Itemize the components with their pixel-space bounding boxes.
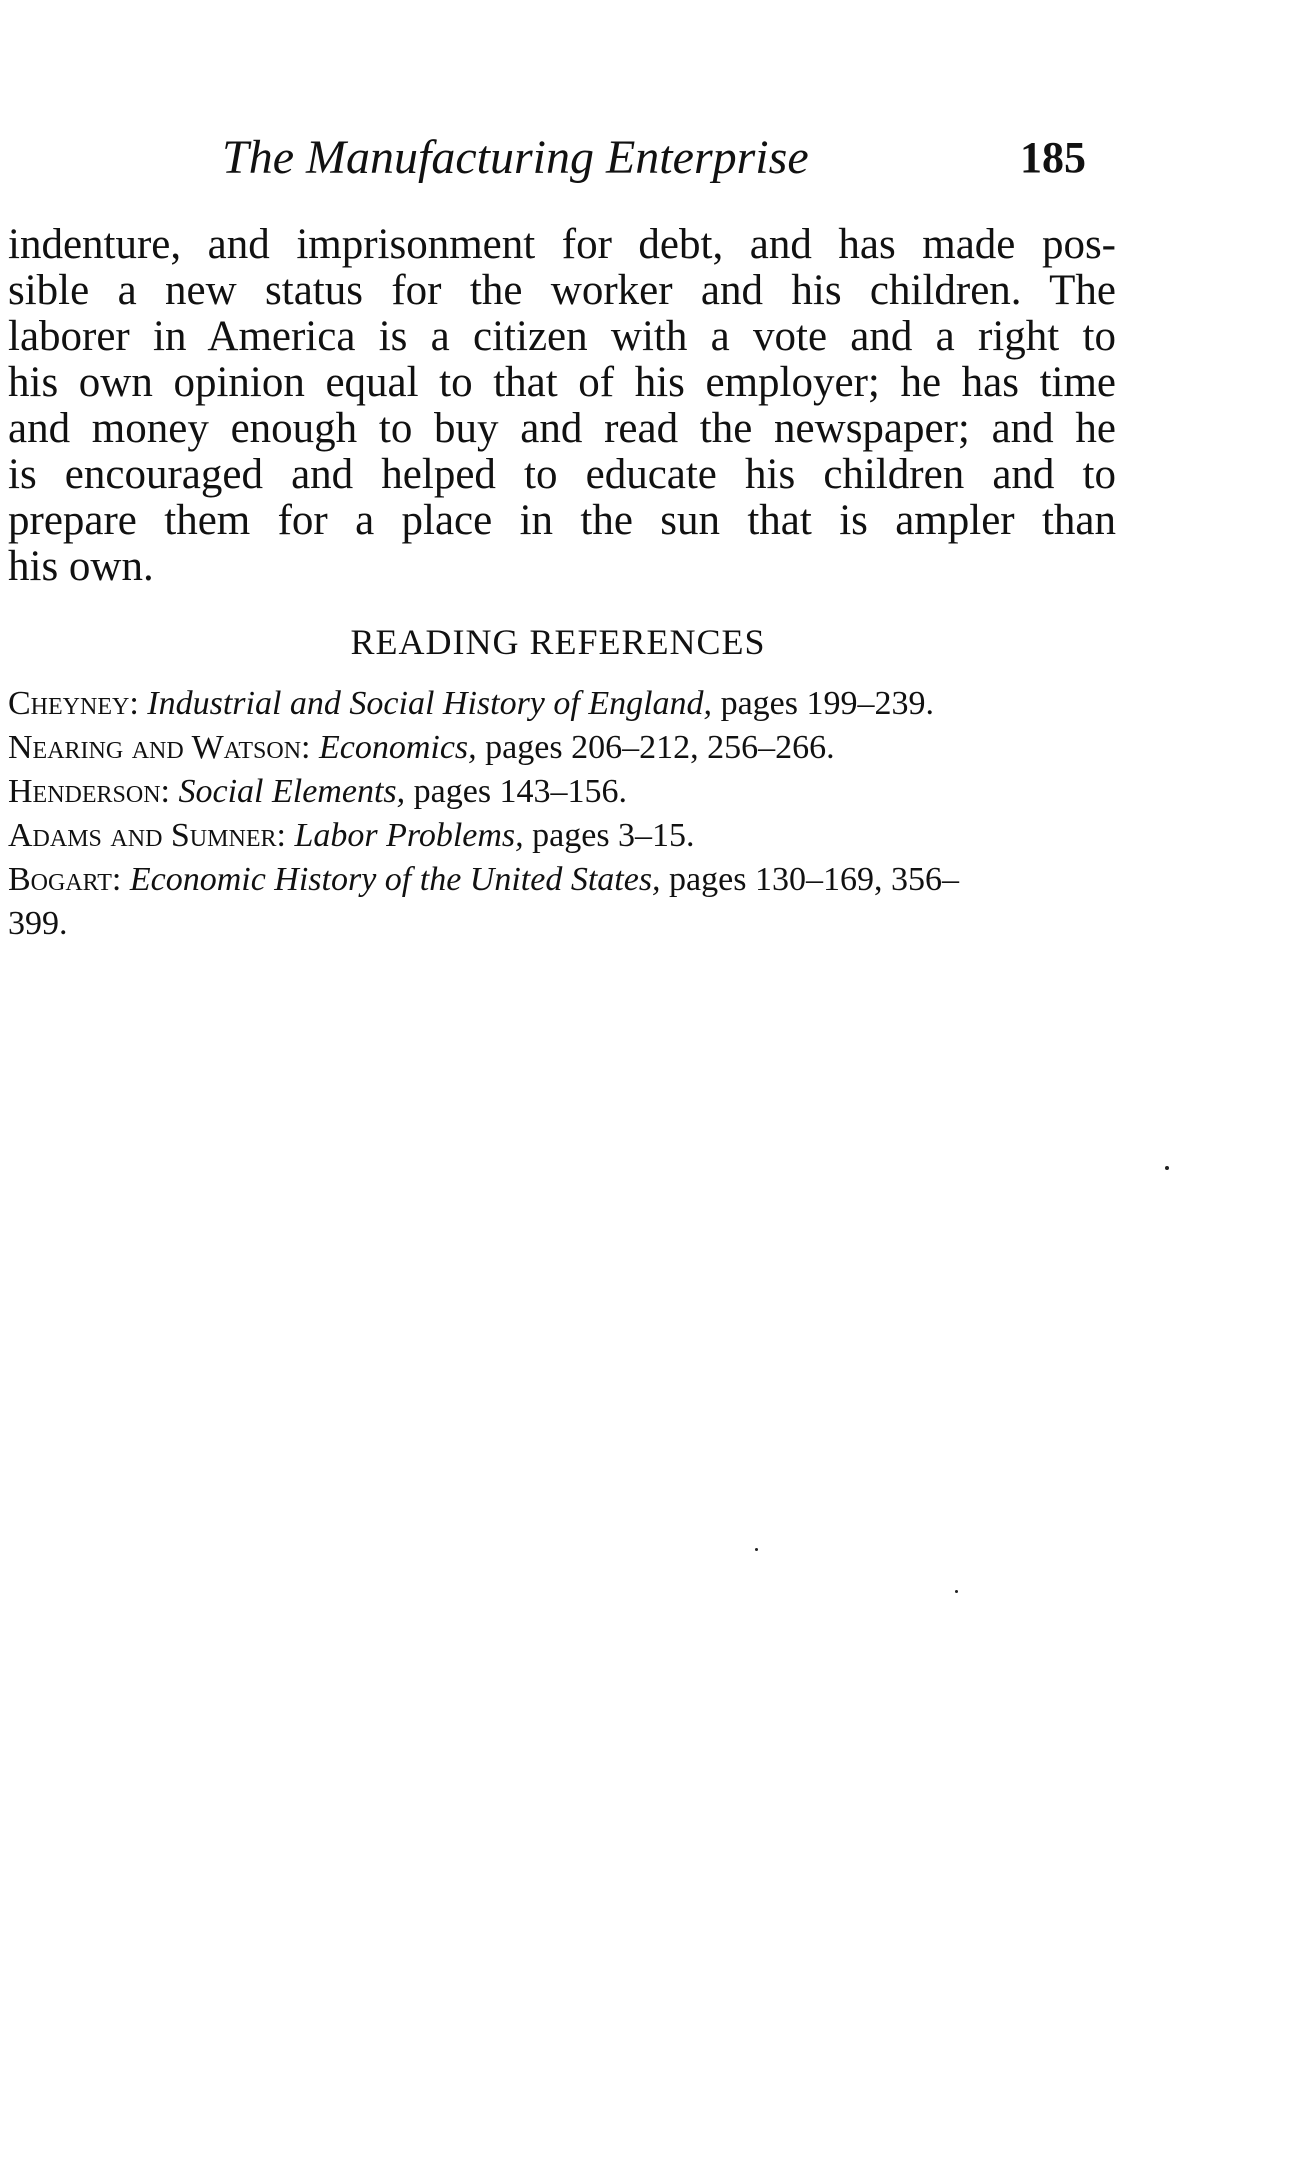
reference-work: Labor Problems, [294,817,524,854]
body-line: his own. [8,543,154,590]
scan-speck [1165,1166,1169,1170]
section-heading: READING REFERENCES [350,622,766,662]
body-line: his own opinion equal to that of his employer; he has time [8,359,1116,406]
reference-work: Social Elements, [178,773,406,810]
reference-pages: pages 130–169, 356– [669,861,959,898]
running-title: The Manufacturing Enterprise [222,131,809,184]
reference-pages: pages 3–15. [532,817,695,854]
reference-work: Economics, [318,729,477,766]
body-line: sible a new status for the worker and his children. The [8,267,1116,314]
reference-pages: pages 143–156. [413,773,628,810]
running-head [0,128,1291,188]
scan-speck [955,1590,958,1593]
body-line: is encouraged and helped to educate his children and to [8,451,1116,498]
scan-speck [755,1548,758,1551]
reference-pages: pages 199–239. [720,685,934,722]
reference-entry [8,814,1126,858]
reference-author: Henderson: [8,773,171,810]
reference-entry [8,682,1126,726]
reference-author: Adams and Sumner: [8,817,286,854]
reference-pages: pages 206–212, 256–266. [485,729,835,766]
reference-entry [8,770,1126,814]
reference-pages-continuation: 399. [8,905,68,942]
body-paragraph [8,222,1116,590]
body-line: laborer in America is a citizen with a vote and a right to [8,313,1116,360]
body-line: indenture, and imprisonment for debt, and has made pos- [8,221,1116,268]
reference-work: Industrial and Social History of England, [147,685,713,722]
reference-entry [8,726,1126,770]
reference-entry [8,858,1126,946]
body-line: and money enough to buy and read the newspaper; and he [8,405,1116,452]
reference-work: Economic History of the United States, [129,861,661,898]
reading-references-list [8,682,1126,946]
reference-author: Nearing and Watson: [8,729,311,766]
body-line: prepare them for a place in the sun that is ampler than [8,497,1116,544]
page-number: 185 [1020,133,1086,182]
reference-author: Bogart: [8,861,122,898]
reference-author: Cheyney: [8,685,139,722]
